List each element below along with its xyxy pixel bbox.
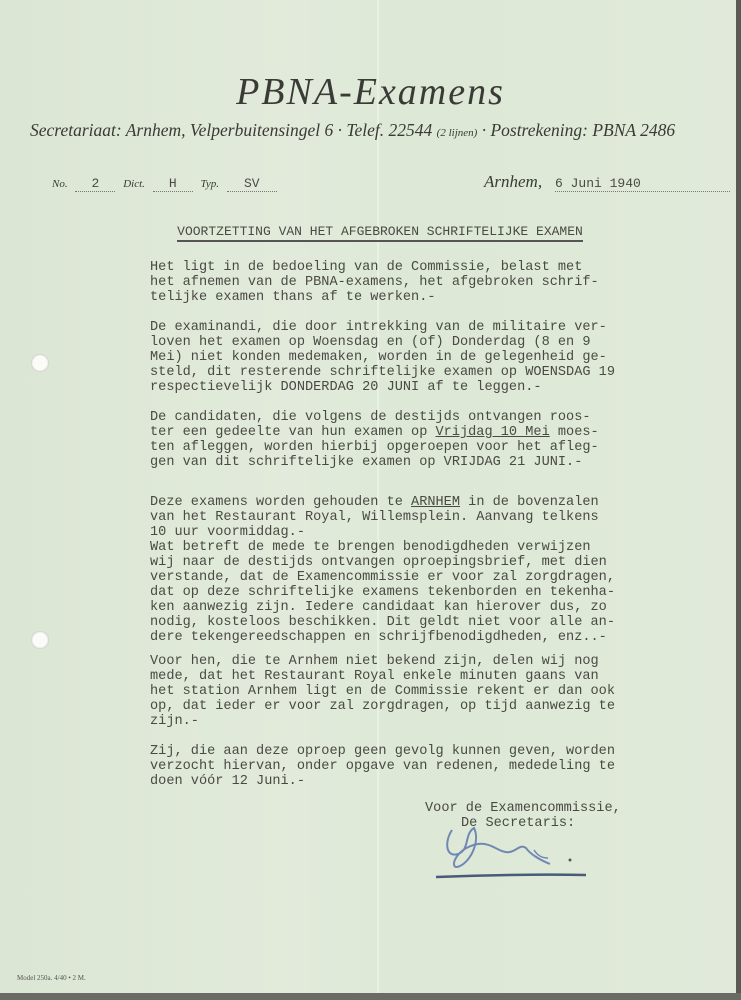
letter-place: Arnhem, — [484, 172, 543, 191]
paragraph-4 — [150, 495, 599, 540]
letterhead-address — [30, 120, 675, 141]
dict-label: Dict. — [123, 178, 145, 190]
paragraph-2: De examinandi, die door intrekking van de militaire ver- loven het examen op Woensdag en (of) Donderdag (8 en 9 Mei) niet konden medemaken, worden in de gelegenheid ge- steld, dit resterende schriftelijke examen op WOENSDAG 19 respectievelijk DONDERDAG 20 JUNI af te leggen.- — [150, 320, 615, 395]
p4-text-a: Deze examens worden gehouden te — [150, 495, 412, 510]
p4-text-b: in de bovenzalen van het Restaurant Royal, Willemsplein. Aanvang telkens 10 uur voormiddag.- — [150, 495, 599, 540]
closing-line-1: Voor de Examencommissie, — [425, 801, 621, 816]
paragraph-3 — [150, 410, 599, 470]
dict-value: H — [153, 176, 193, 192]
p3-text-a: De candidaten, die volgens de destijds ontvangen roos- ter een gedeelte van hun examen op — [150, 410, 591, 440]
paragraph-6: Voor hen, die te Arnhem niet bekend zijn, delen wij nog mede, dat het Restaurant Royal enkele minuten gaans van het station Arnhem ligt en de Commissie rekent er dan ook op, dat ieder er voor zal zorgdragen, op tijd aanwezig te zijn.- — [150, 654, 615, 729]
paragraph-1: Het ligt in de bedoeling van de Commissie, belast met het afnemen van de PBNA-examens, het afgebroken schrif- telijke examen thans af te werken.- — [150, 260, 599, 305]
p3-underlined: Vrijdag 10 Mei — [435, 425, 550, 440]
handwritten-signature-icon — [430, 820, 600, 885]
closing-line-2: De Secretaris: — [461, 816, 576, 831]
subject-line — [0, 224, 741, 239]
p4-underlined: ARNHEM — [411, 495, 460, 510]
postal-account: · Postrekening: PBNA 2486 — [481, 120, 676, 140]
lines-note: (2 lijnen) — [436, 127, 478, 139]
typ-value: SV — [227, 176, 277, 192]
paper-edge-shadow — [736, 0, 741, 1000]
form-model-number: Model 250a. 4/40 • 2 M. — [17, 974, 86, 982]
subject-text: VOORTZETTING VAN HET AFGEBROKEN SCHRIFTELIJKE EXAMEN — [177, 224, 583, 242]
no-label: No. — [52, 178, 68, 190]
p3-text-b: moes- ten afleggen, worden hierbij opgeroepen voor het afleg- gen van dit schriftelijke examen op VRIJDAG 21 JUNI.- — [150, 425, 599, 470]
punch-hole-icon — [31, 631, 49, 649]
address-text: Secretariaat: Arnhem, Velperbuitensingel 6 · Telef. 22544 — [30, 120, 433, 140]
paragraph-7: Zij, die aan deze oproep geen gevolg kunnen geven, worden verzocht hiervan, onder opgave van redenen, mededeling te doen vóór 12 Juni.- — [150, 744, 615, 789]
letterhead-title: PBNA-Examens — [236, 71, 505, 113]
letter-date: 6 Juni 1940 — [555, 176, 730, 192]
punch-hole-icon — [31, 354, 49, 372]
typ-label: Typ. — [200, 178, 219, 190]
paper-bottom-shadow — [0, 993, 741, 1000]
reference-line — [52, 176, 277, 192]
paragraph-5: Wat betreft de mede te brengen benodigdheden verwijzen wij naar de destijds ontvangen oproepingsbrief, met dien verstande, dat de Examencommissie er voor zal zorgdragen, dat op deze schriftelijke examens tekenborden en tekenha- ken aanwezig zijn. Iedere candidaat kan hierover dus, zo nodig, kosteloos beschikken. Dit geldt niet voor alle an- dere tekengereedschappen en schrijfbenodigdheden, enz..- — [150, 540, 615, 645]
no-value: 2 — [75, 176, 115, 192]
